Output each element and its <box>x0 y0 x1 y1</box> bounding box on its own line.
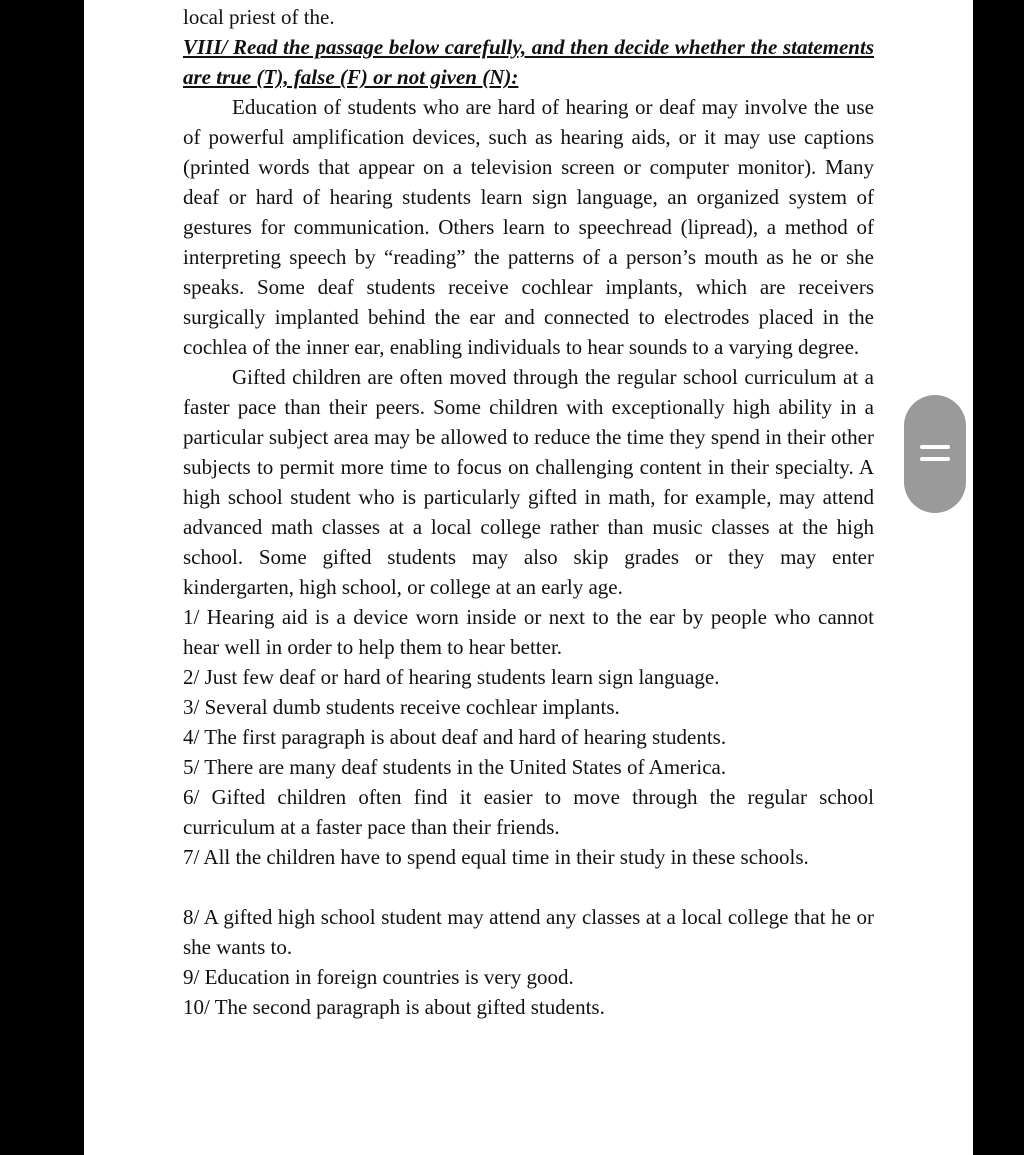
previous-page-line: local priest of the. <box>183 5 335 29</box>
blank-line <box>183 872 874 902</box>
statement-9: 9/ Education in foreign countries is very good. <box>183 965 574 989</box>
document-page <box>84 0 973 1155</box>
passage-paragraph-1: Education of students who are hard of hearing or deaf may involve the use of powerful amplification devices, such as hearing aids, or it may use captions (printed words that appear on a television screen or computer monitor). Many deaf or hard of hearing students learn sign language, an organized system of gestures for communication. Others learn to speechread (lipread), a method of interpreting speech by “reading” the patterns of a person’s mouth as he or she speaks. Some deaf students receive cochlear implants, which are receivers surgically implanted behind the ear and connected to electrodes placed in the cochlea of the inner ear, enabling individuals to hear sounds to a varying degree. <box>183 95 874 359</box>
statement-4: 4/ The first paragraph is about deaf and hard of hearing students. <box>183 725 727 749</box>
statement-5: 5/ There are many deaf students in the United States of America. <box>183 755 727 779</box>
exercise-heading: VIII/ Read the passage below carefully, and then decide whether the statements are true (T), false (F) or not given (N): <box>183 35 874 89</box>
statement-8: 8/ A gifted high school student may attend any classes at a local college that he or she wants to. <box>183 905 874 959</box>
scroll-handle[interactable] <box>904 395 966 513</box>
statement-1: 1/ Hearing aid is a device worn inside or next to the ear by people who cannot hear well in order to help them to hear better. <box>183 605 874 659</box>
statement-10: 10/ The second paragraph is about gifted students. <box>183 995 605 1019</box>
statement-6: 6/ Gifted children often find it easier to move through the regular school curriculum at a faster pace than their friends. <box>183 785 874 839</box>
page-content <box>183 2 874 1022</box>
statement-3: 3/ Several dumb students receive cochlear implants. <box>183 695 620 719</box>
statement-7: 7/ All the children have to spend equal time in their study in these schools. <box>183 845 809 869</box>
passage-paragraph-2: Gifted children are often moved through the regular school curriculum at a faster pace than their peers. Some children with exceptionally high ability in a particular subject area may be allowed to reduce the time they spend in their other subjects to permit more time to focus on challenging content in their specialty. A high school student who is particularly gifted in math, for example, may attend advanced math classes at a local college rather than music classes at the high school. Some gifted students may also skip grades or they may enter kindergarten, high school, or college at an early age. <box>183 365 874 599</box>
statement-2: 2/ Just few deaf or hard of hearing students learn sign language. <box>183 665 720 689</box>
